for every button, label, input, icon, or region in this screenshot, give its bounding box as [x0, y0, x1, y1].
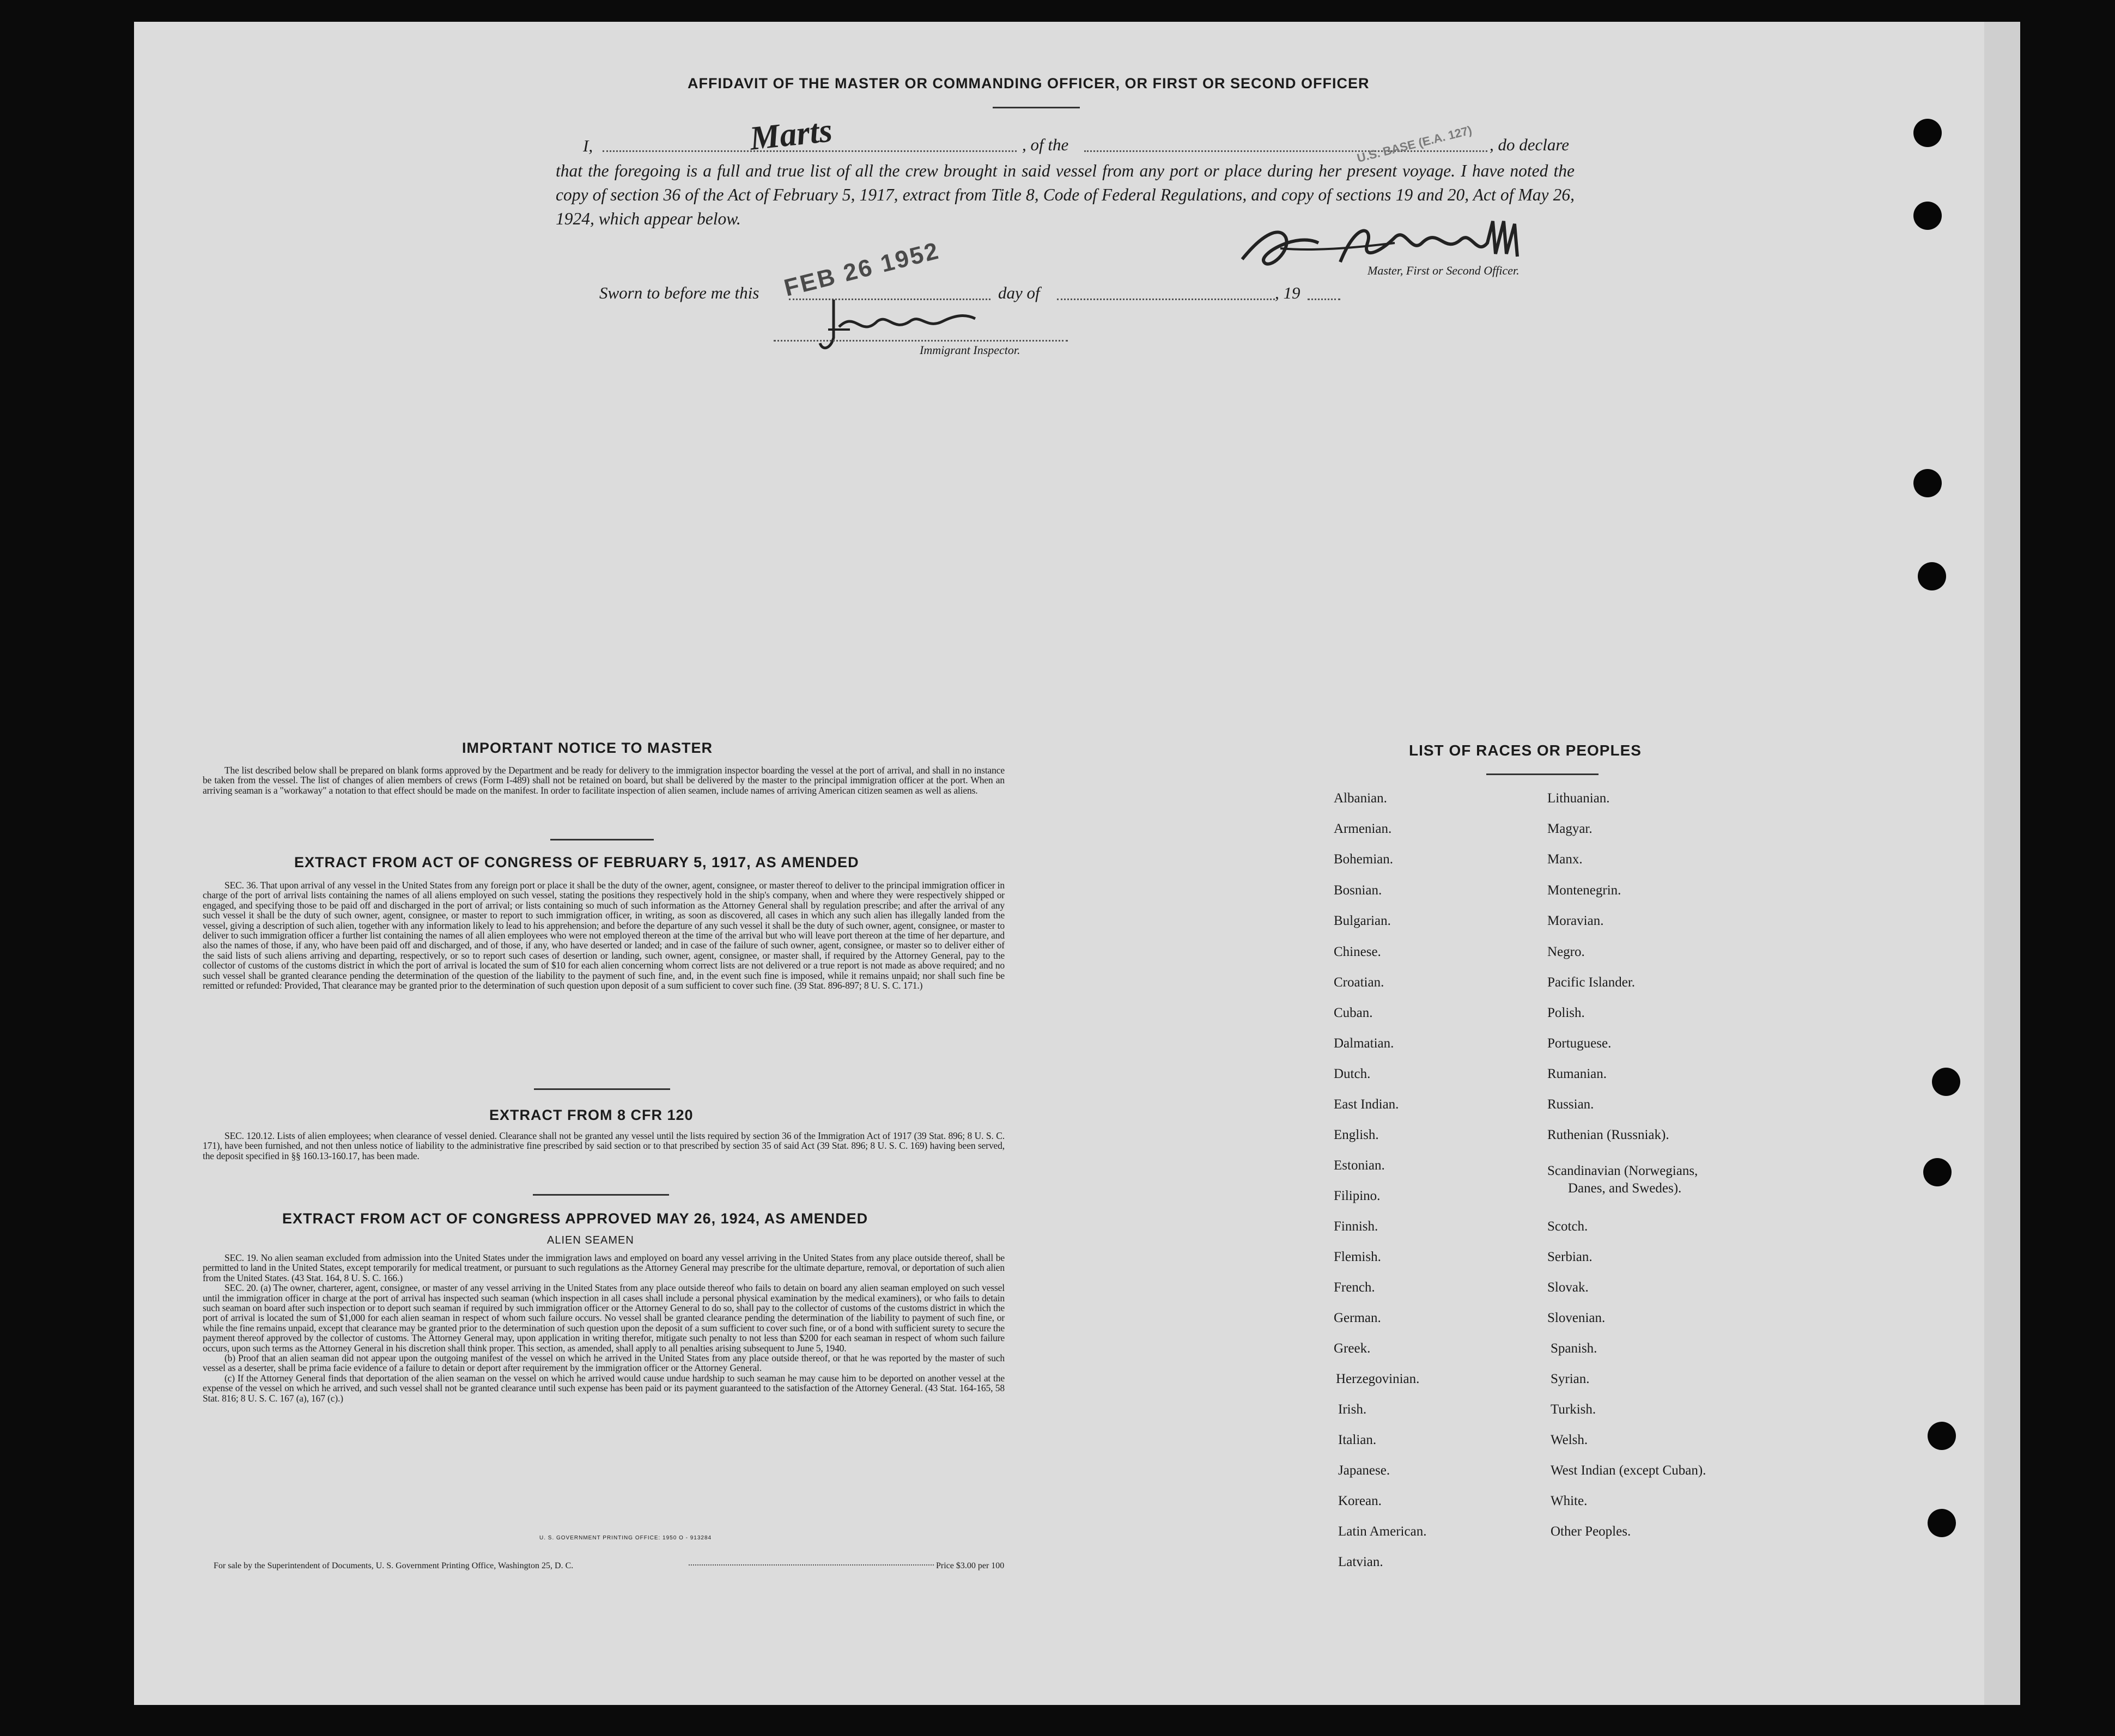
- sworn-day-label: day of: [998, 283, 1040, 302]
- race-item: Armenian.: [1334, 821, 1392, 836]
- race-item: Polish.: [1547, 1006, 1585, 1020]
- race-item: Ruthenian (Russniak).: [1547, 1128, 1669, 1142]
- sworn-year-label: , 19: [1275, 283, 1300, 302]
- divider: [1486, 773, 1599, 775]
- punch-hole: [1913, 202, 1942, 230]
- race-item: Scandinavian (Norwegians,: [1547, 1164, 1698, 1178]
- race-item: Pacific Islander.: [1547, 975, 1636, 990]
- sworn-prefix: Sworn to before me this: [599, 283, 759, 302]
- printing-office-line: U. S. GOVERNMENT PRINTING OFFICE: 1950 O - 913284: [539, 1535, 712, 1541]
- corner-stamp: U.S. BASE (E.A. 127): [1356, 123, 1474, 165]
- section-20a-paragraph: SEC. 20. (a) The owner, charterer, agent, consignee, or master of any vessel arriving in the United States from any place outside thereof who fails to detain on board any alien seaman employed on such vessel until the immigration officer in charge at the port of arrival has inspected such seaman (which inspection in all cases shall include a personal physical examination by the medical examiners), or who fails to detain such seaman on board after such inspection or to deport such seaman if required by such immigration officer or the Attorney General to do so, shall pay to the collector of customs of the customs district in which the port of arrival is located the sum of $1,000 for each alien seaman in respect of whom such failure occurs. No vessel shall be granted clearance pending the determination of the liability to payment of such fine, or while the fine remains unpaid, except that clearance may be granted prior to the determination of such question upon the deposit of a sum sufficient to cover such fine, or of a bond with sufficient surety to secure the payment thereof approved by the collector of customs. The Attorney General may, upon application in writing therefor, mitigate such penalty to not less than $200 for each seaman in respect of whom such failure occurs, upon such terms as the Attorney General in his discretion shall think proper. This section, as amended, shall apply to all penalties arising subsequent to June 5, 1940.: [203, 1282, 1005, 1354]
- race-item: Bulgarian.: [1334, 913, 1391, 928]
- punch-hole: [1928, 1509, 1956, 1537]
- race-item: Herzegovinian.: [1336, 1372, 1420, 1386]
- notice-heading: IMPORTANT NOTICE TO MASTER: [462, 740, 713, 756]
- date-stamp: FEB 26 1952: [781, 237, 943, 302]
- page-edge-strip: [1984, 22, 2020, 1705]
- race-item: Negro.: [1547, 945, 1585, 959]
- vessel-name-line: [1084, 150, 1487, 152]
- race-item: Rumanian.: [1547, 1067, 1607, 1081]
- section-20c-paragraph: (c) If the Attorney General finds that deportation of the alien seaman on the vessel on which he arrived would cause undue hardship to such seaman he may cause him to be deported on another vessel at the expense of the vessel on which he arrived, and such vessel shall not be granted clearance until such expense has been paid or its payment guaranteed to the satisfaction of the Attorney General. (43 Stat. 164-165, 58 Stat. 816; 8 U. S. C. 167 (a), 167 (c).): [203, 1372, 1005, 1404]
- punch-hole: [1928, 1422, 1956, 1450]
- race-item: Slovak.: [1547, 1280, 1589, 1295]
- race-item: Russian.: [1547, 1097, 1594, 1112]
- affidavit-i-label: I,: [583, 136, 593, 155]
- race-item: Latvian.: [1338, 1555, 1383, 1569]
- race-item: Syrian.: [1551, 1372, 1590, 1386]
- race-item: Cuban.: [1334, 1006, 1373, 1020]
- race-item: Estonian.: [1334, 1158, 1385, 1173]
- race-item: Manx.: [1547, 852, 1583, 867]
- officer-caption: Master, First or Second Officer.: [1368, 264, 1520, 277]
- race-item: Croatian.: [1334, 975, 1384, 990]
- divider: [993, 107, 1080, 108]
- affidavit-body: that the foregoing is a full and true list of all the crew brought in said vessel from any port or place during her present voyage. I have noted the copy of section 36 of the Act of February 5, 1917, extract from Title 8, Code of Federal Regulations, and copy of sections 19 and 20, Act of May 26, 1924, which appear below.: [556, 161, 1575, 228]
- of-the-label: , of the: [1022, 135, 1069, 154]
- race-item: Lithuanian.: [1547, 791, 1610, 806]
- race-item: Scotch.: [1547, 1219, 1588, 1234]
- cfr-paragraph: SEC. 120.12. Lists of alien employees; when clearance of vessel denied. Clearance shall not be granted any vessel until the lists required by section 36 of the Immigration Act of 1917 (39 Stat. 896; 8 U. S. C. 171), have been furnished, and not then unless notice of liability to the administrative fine prescribed by said section or to that prescribed by section 35 of said Act (39 Stat. 896; 8 U. S. C. 169) having been served, the deposit specified in §§ 160.13-160.17, has been made.: [203, 1130, 1005, 1161]
- race-item: Portuguese.: [1547, 1036, 1612, 1051]
- race-item: Moravian.: [1547, 913, 1604, 928]
- section-20b-paragraph: (b) Proof that an alien seaman did not appear upon the outgoing manifest of the vessel on which he arrived in the United States from any place outside thereof, or that he was reported by the master of such vessel as a deserter, shall be prima facie evidence of a failure to detain or deport after requirement by the immigration officer or the Attorney General.: [203, 1353, 1005, 1374]
- divider: [533, 1194, 669, 1196]
- footer-leader-dots: [689, 1564, 934, 1566]
- race-item: Filipino.: [1334, 1189, 1381, 1203]
- extract-1917-text: [203, 880, 1005, 990]
- race-item: Albanian.: [1334, 791, 1387, 806]
- notice-text: [203, 765, 1005, 795]
- divider: [534, 1088, 670, 1090]
- race-item: Slovenian.: [1547, 1311, 1606, 1325]
- cfr-heading: EXTRACT FROM 8 CFR 120: [489, 1107, 694, 1123]
- race-item: Bohemian.: [1334, 852, 1394, 867]
- punch-hole: [1913, 469, 1942, 497]
- race-item: Turkish.: [1551, 1402, 1596, 1417]
- race-item: Greek.: [1334, 1341, 1371, 1356]
- inspector-caption: Immigrant Inspector.: [920, 343, 1020, 357]
- race-item: English.: [1334, 1128, 1379, 1142]
- race-item: Magyar.: [1547, 821, 1593, 836]
- race-item: Dutch.: [1334, 1067, 1371, 1081]
- master-name-handwritten: Marts: [747, 112, 834, 157]
- race-item: Flemish.: [1334, 1250, 1381, 1264]
- race-item: Danes, and Swedes).: [1568, 1181, 1682, 1196]
- race-item: Latin American.: [1338, 1524, 1427, 1539]
- inspector-signature-line: [774, 340, 1068, 342]
- race-item: Serbian.: [1547, 1250, 1593, 1264]
- race-item: Finnish.: [1334, 1219, 1378, 1234]
- race-item: Italian.: [1338, 1433, 1377, 1447]
- sworn-month-line: [1057, 299, 1275, 300]
- cfr-text: [203, 1131, 1005, 1161]
- punch-hole: [1918, 562, 1946, 590]
- race-item: Other Peoples.: [1551, 1524, 1631, 1539]
- extract-1924-heading: EXTRACT FROM ACT OF CONGRESS APPROVED MAY 26, 1924, AS AMENDED: [282, 1210, 868, 1227]
- races-heading: LIST OF RACES OR PEOPLES: [1409, 742, 1642, 759]
- punch-hole: [1923, 1158, 1952, 1186]
- race-item: Chinese.: [1334, 945, 1381, 959]
- extract-1917-heading: EXTRACT FROM ACT OF CONGRESS OF FEBRUARY 5, 1917, AS AMENDED: [294, 854, 859, 870]
- do-declare-label: , do declare: [1490, 135, 1570, 154]
- punch-hole: [1913, 119, 1942, 147]
- section-36-paragraph: SEC. 36. That upon arrival of any vessel in the United States from any foreign port or place it shall be the duty of the owner, agent, consignee, or master thereof to deliver to the principal immigration officer in charge of the port of arrival lists containing the names of all aliens employed on such vessel, stating the positions they respectively hold in the ship's company, when and where they were respectively shipped or engaged, and specifying those to be paid off and discharged in the port of arrival; or lists containing so much of such information as the Attorney General shall by regulation prescribe; and after the arrival of any such vessel it shall be the duty of such owner, agent, consignee, or master to report to such immigration officer, in writing, as soon as discovered, all cases in which any such alien has illegally landed from the vessel, giving a description of such alien, together with any information likely to lead to his apprehension; and before the departure of any such vessel it shall be the duty of such owner, agent, consignee, or master to deliver to such immigration officer a further list containing the names of all alien employees who were not employed thereon at the time of the arrival but who will leave port thereon at the time of her departure, and also the names of those, if any, who have been paid off and discharged, and of those, if any, who have deserted or landed; and in case of the failure of such owner, agent, consignee, or master so to deliver either of the said lists of such aliens arriving and departing, respectively, or so to report such cases of desertion or landing, such owner, agent, consignee, or master shall, if required by the Attorney General, pay to the collector of customs of the customs district in which the port of arrival is located the sum of $10 for each alien concerning whom correct lists are not delivered or a true report is not made as above required; and no such vessel shall be granted clearance pending the determination of the question of the liability to the payment of such fine, and, in the event such fine is imposed, while it remains unpaid; nor shall such fine be remitted or refunded: Provided, That clearance may be granted prior to the determination of such question upon deposit of a sum sufficient to cover such fine. (39 Stat. 896-897; 8 U. S. C. 171.): [203, 880, 1005, 991]
- race-item: Bosnian.: [1334, 883, 1382, 898]
- alien-seamen-subheading: ALIEN SEAMEN: [547, 1234, 634, 1246]
- race-item: Dalmatian.: [1334, 1036, 1394, 1051]
- punch-hole: [1932, 1068, 1960, 1096]
- race-item: Montenegrin.: [1547, 883, 1621, 898]
- race-item: German.: [1334, 1311, 1381, 1325]
- race-item: Korean.: [1338, 1494, 1382, 1508]
- divider: [550, 839, 654, 840]
- race-item: Spanish.: [1551, 1341, 1597, 1356]
- sworn-year-line: [1308, 299, 1340, 300]
- race-item: French.: [1334, 1280, 1375, 1295]
- race-item: Welsh.: [1551, 1433, 1588, 1447]
- extract-1924-text: [203, 1253, 1005, 1403]
- race-item: West Indian (except Cuban).: [1551, 1463, 1706, 1478]
- race-item: East Indian.: [1334, 1097, 1399, 1112]
- notice-paragraph: The list described below shall be prepared on blank forms approved by the Department and be ready for delivery to the immigration inspector boarding the vessel at the port of arrival, and shall in no instance be taken from the vessel. The list of changes of alien members of crews (Form I-489) shall not be retained on board, but shall be delivered by the master to the principal immigration officer at the port. When an arriving seaman is a "workaway" a notation to that effect should be made on the manifest. In order to facilitate inspection of alien seamen, include names of arriving American citizen seamen as well as aliens.: [203, 765, 1005, 796]
- section-19-paragraph: SEC. 19. No alien seaman excluded from admission into the United States under the immigration laws and employed on board any vessel arriving in the United States from any place outside thereof, shall be permitted to land in the United States, except temporarily for medical treatment, or pursuant to such regulations as the Attorney General may prescribe for the ultimate departure, removal, or deportation of such alien from the United States. (43 Stat. 164, 8 U. S. C. 166.): [203, 1252, 1005, 1283]
- race-item: White.: [1551, 1494, 1588, 1508]
- race-item: Irish.: [1338, 1402, 1367, 1417]
- affidavit-heading: AFFIDAVIT OF THE MASTER OR COMMANDING OFFICER, OR FIRST OR SECOND OFFICER: [688, 75, 1370, 92]
- sale-note: For sale by the Superintendent of Documents, U. S. Government Printing Office, Washington 25, D. C.: [214, 1561, 574, 1570]
- race-item: Japanese.: [1338, 1463, 1390, 1478]
- price-note: Price $3.00 per 100: [936, 1561, 1005, 1570]
